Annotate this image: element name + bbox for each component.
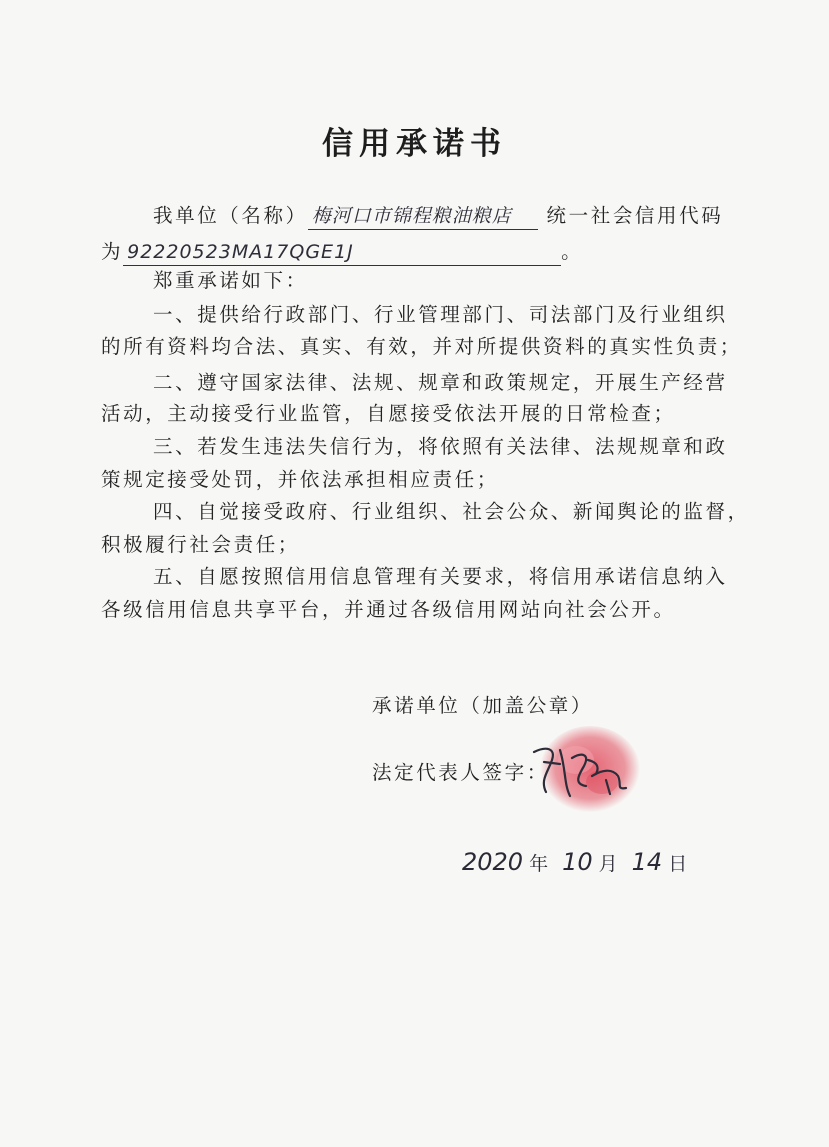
date-year-unit: 年 [529, 853, 549, 875]
promise-intro: 郑重承诺如下： [153, 269, 308, 292]
item-4-line-1: 四、自觉接受政府、行业组织、社会公众、新闻舆论的监督， [153, 500, 750, 523]
intro-prefix: 我单位（名称） [153, 204, 308, 227]
item-5-line-2: 各级信用信息共享平台，并通过各级信用网站向社会公开。 [101, 598, 676, 621]
credit-code-field: 92220523MA17QGE1J [123, 239, 561, 266]
intro-line [101, 203, 761, 230]
date-month: 10 [562, 848, 593, 876]
credit-code-line [101, 239, 761, 266]
legal-rep-label: 法定代表人签字： [372, 761, 549, 784]
intro-suffix: 统一社会信用代码 [546, 204, 724, 227]
date-day-unit: 日 [668, 853, 688, 875]
code-suffix: 。 [561, 240, 584, 263]
item-3-line-2: 策规定接受处罚，并依法承担相应责任； [101, 468, 499, 491]
document-title: 信用承诺书 [322, 126, 507, 162]
legal-rep-signature [526, 740, 636, 802]
signing-date [462, 848, 701, 876]
item-2-line-2: 活动，主动接受行业监管，自愿接受依法开展的日常检查； [101, 402, 676, 425]
date-month-unit: 月 [598, 853, 618, 875]
date-day: 14 [631, 848, 663, 876]
signatory-unit-label: 承诺单位（加盖公章） [372, 694, 594, 717]
code-prefix: 为 [101, 240, 124, 263]
item-3-line-1: 三、若发生违法失信行为，将依照有关法律、法规规章和政 [153, 435, 728, 458]
item-5-line-1: 五、自愿按照信用信息管理有关要求，将信用承诺信息纳入 [153, 565, 728, 588]
company-name-field: 梅河口市锦程粮油粮店 [308, 203, 538, 230]
item-1-line-1: 一、提供给行政部门、行业管理部门、司法部门及行业组织 [153, 303, 728, 326]
promise-intro-line [101, 268, 761, 294]
date-year: 2020 [462, 848, 524, 876]
item-1-line-2: 的所有资料均合法、真实、有效，并对所提供资料的真实性负责； [101, 335, 742, 358]
item-4-line-2: 积极履行社会责任； [101, 533, 300, 556]
item-2-line-1: 二、遵守国家法律、法规、规章和政策规定，开展生产经营 [153, 371, 728, 394]
